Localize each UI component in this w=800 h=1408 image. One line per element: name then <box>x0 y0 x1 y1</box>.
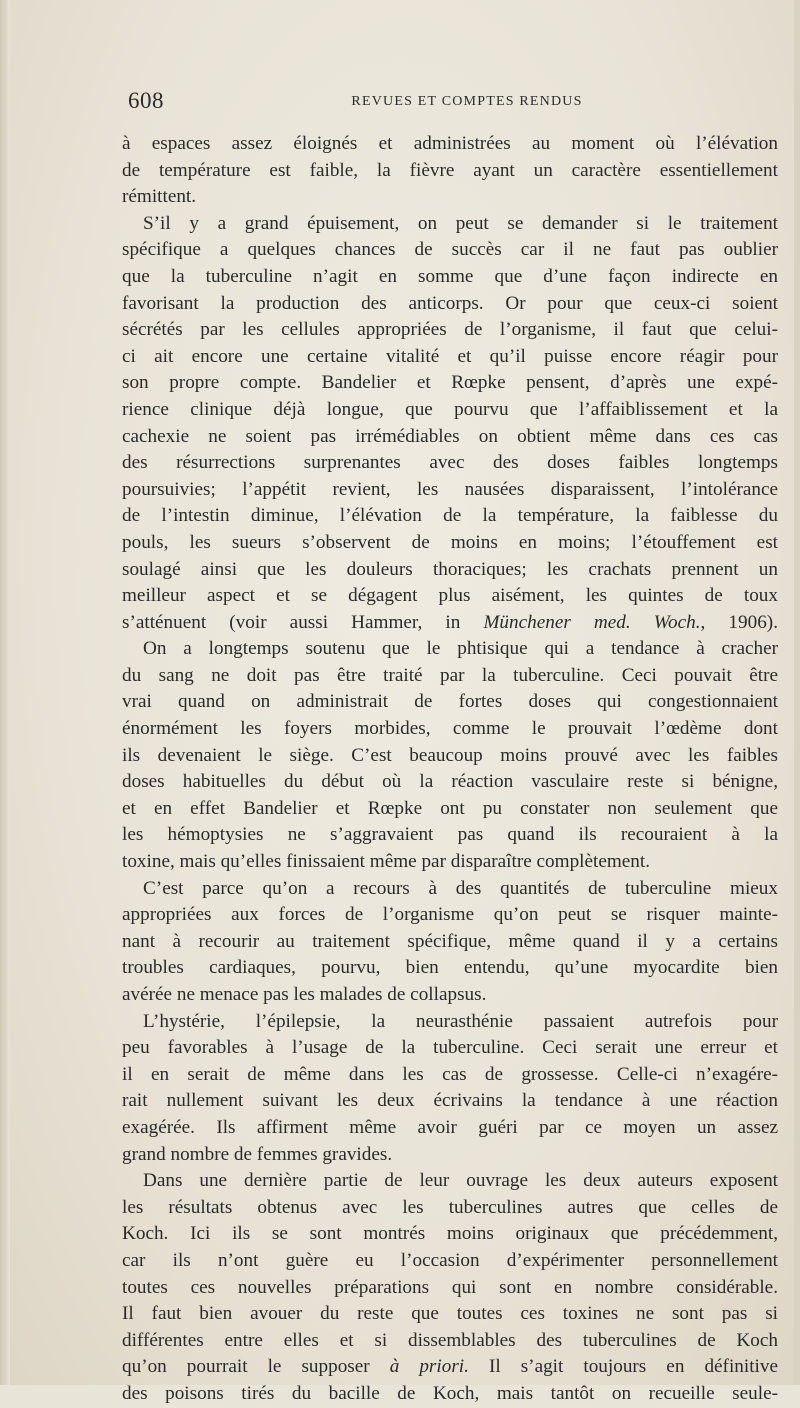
line-text: il en serait de même dans les cas de grossesse. Celle-ci n’exagére- <box>122 1063 778 1085</box>
line-text: du sang ne doit pas être traité par la tuberculine. Ceci pouvait être <box>122 664 778 686</box>
text-line <box>122 1301 778 1328</box>
text-line <box>122 1354 778 1381</box>
line-text: nant à recourir au traitement spécifique, même quand il y a certains <box>122 930 778 952</box>
text-line <box>122 503 778 530</box>
line-text: Il faut bien avouer du reste que toutes ces toxines ne sont pas si <box>122 1303 778 1325</box>
line-text: des résurrections surprenantes avec des doses faibles longtemps <box>122 452 778 474</box>
text-line <box>122 397 778 424</box>
line-text: S’il y a grand épuisement, on peut se demander si le traitement <box>143 212 778 234</box>
text-line <box>122 424 778 451</box>
text-line <box>122 291 778 318</box>
text-line <box>122 982 778 1009</box>
line-text: avérée ne menace pas les malades de collapsus. <box>122 984 487 1005</box>
line-text: Koch. Ici ils se sont montrés moins originaux que précédemment, <box>122 1223 778 1245</box>
text-line <box>122 583 778 610</box>
line-text: des poisons tirés du bacille de Koch, mais tantôt on recueille seule- <box>122 1382 778 1404</box>
line-text: rémittent. <box>122 186 197 208</box>
line-text: qu’on pourrait le supposer <box>122 1356 390 1378</box>
line-text: ci ait encore une certaine vitalité et qu’il puisse encore réagir pour <box>122 345 778 367</box>
text-line <box>122 131 778 158</box>
line-text: troubles cardiaques, pourvu, bien entendu, qu’une myocardite bien <box>122 957 778 979</box>
page-gutter-shadow <box>0 0 10 1385</box>
text-line <box>122 211 778 238</box>
text-line <box>122 1168 778 1195</box>
line-text: toutes ces nouvelles préparations qui sont en nombre considérable. <box>122 1276 778 1298</box>
italic-text: Münchener med. Woch. <box>483 611 701 633</box>
body-text <box>122 131 778 1408</box>
text-line <box>122 955 778 982</box>
line-text: cachexie ne soient pas irrémédiables on obtient même dans ces cas <box>122 425 778 447</box>
line-text: favorisant la production des anticorps. Or pour que ceux-ci soient <box>122 292 778 314</box>
line-text: exagérée. Ils affirment même avoir guéri par ce moyen un assez <box>122 1116 778 1138</box>
line-text: On a longtemps soutenu que le phtisique qui a tendance à cracher <box>143 638 778 660</box>
text-line <box>122 716 778 743</box>
text-line <box>122 929 778 956</box>
line-text: poursuivies; l’appétit revient, les nausées disparaissent, l’intolérance <box>122 478 778 500</box>
text-line <box>122 902 778 929</box>
text-line <box>122 796 778 823</box>
line-text: ils devenaient le siège. C’est beaucoup moins prouvé avec les faibles <box>122 744 778 766</box>
text-line <box>122 636 778 663</box>
text-line <box>122 876 778 903</box>
text-line <box>122 1328 778 1355</box>
line-text: les hémoptysies ne s’aggravaient pas quand ils recouraient à la <box>122 824 778 846</box>
line-text: à espaces assez éloignés et administrées au moment où l’élévation <box>122 133 778 154</box>
text-line <box>122 610 778 637</box>
line-text: Dans une dernière partie de leur ouvrage les deux auteurs exposent <box>143 1170 778 1192</box>
text-line <box>122 1221 778 1248</box>
line-text: soulagé ainsi que les douleurs thoraciques; les crachats prennent un <box>122 558 778 580</box>
text-line <box>122 237 778 264</box>
text-line <box>122 849 778 876</box>
line-text-after: Il s’agit toujours en définitive <box>468 1356 778 1378</box>
page-number: 608 <box>128 88 164 113</box>
text-line <box>122 1142 778 1169</box>
line-text: les résultats obtenus avec les tuberculines autres que celles de <box>122 1196 778 1218</box>
line-text: grand nombre de femmes gravides. <box>122 1143 393 1165</box>
line-text: spécifique a quelques chances de succès car il ne faut pas oublier <box>122 239 778 261</box>
line-text: toxine, mais qu’elles finissaient même par disparaître complètement. <box>122 851 651 873</box>
line-text: différentes entre elles et si dissemblables des tuberculines de Koch <box>122 1329 778 1351</box>
line-text: et en effet Bandelier et Rœpke ont pu constater non seulement que <box>122 797 778 819</box>
text-line <box>122 769 778 796</box>
line-text: peu favorables à l’usage de la tuberculine. Ceci serait une erreur et <box>122 1037 778 1059</box>
line-text: de l’intestin diminue, l’élévation de la température, la faiblesse du <box>122 505 778 527</box>
line-text: doses habituelles du début où la réaction vasculaire reste si bénigne, <box>122 771 778 793</box>
line-text: L’hystérie, l’épilepsie, la neurasthénie passaient autrefois pour <box>143 1010 778 1032</box>
text-line <box>122 1115 778 1142</box>
line-text: que la tuberculine n’agit en somme que d’une façon indirecte en <box>122 265 778 287</box>
line-text: appropriées aux forces de l’organisme qu’on peut se risquer mainte- <box>122 904 778 926</box>
text-line <box>122 1275 778 1302</box>
text-line <box>122 743 778 770</box>
text-line <box>122 530 778 557</box>
page-header <box>128 88 776 118</box>
text-line <box>122 689 778 716</box>
line-text: rait nullement suivant les deux écrivains la tendance à une réaction <box>122 1090 778 1112</box>
text-line <box>122 264 778 291</box>
line-text: s’atténuent (voir aussi Hammer, in <box>122 611 484 633</box>
line-text: rience clinique déjà longue, que pourvu que l’affaiblissement et la <box>122 398 778 420</box>
text-line <box>122 1088 778 1115</box>
line-text: pouls, les sueurs s’observent de moins en moins; l’étouffement est <box>122 531 778 553</box>
text-line <box>122 822 778 849</box>
line-text: vrai quand on administrait de fortes doses qui congestionnaient <box>122 691 778 713</box>
italic-text: à priori. <box>389 1356 469 1378</box>
line-text: C’est parce qu’on a recours à des quantités de tuberculine mieux <box>143 877 778 899</box>
text-line <box>122 663 778 690</box>
page-edge <box>794 0 800 1385</box>
line-text: de température est faible, la fièvre ayant un caractère essentiellement <box>122 159 778 181</box>
text-line <box>122 184 778 211</box>
line-text: son propre compte. Bandelier et Rœpke pensent, d’après une expé- <box>122 372 778 394</box>
line-text: meilleur aspect et se dégagent plus aisément, les quintes de toux <box>122 585 778 607</box>
line-text: car ils n’ont guère eu l’occasion d’expérimenter personnellement <box>122 1249 778 1271</box>
text-line <box>122 1009 778 1036</box>
line-text: sécrétés par les cellules appropriées de l’organisme, il faut que celui- <box>122 319 778 341</box>
text-line <box>122 557 778 584</box>
text-line <box>122 1248 778 1275</box>
text-line <box>122 1035 778 1062</box>
text-line <box>122 1195 778 1222</box>
text-line <box>122 344 778 371</box>
text-line <box>122 317 778 344</box>
text-line <box>122 370 778 397</box>
line-text: énormément les foyers morbides, comme le prouvait l’œdème dont <box>122 718 778 740</box>
line-text-after: , 1906). <box>700 611 778 633</box>
running-title: REVUES ET COMPTES RENDUS <box>351 94 583 109</box>
text-line <box>122 158 778 185</box>
text-line <box>122 477 778 504</box>
text-line <box>122 450 778 477</box>
text-line <box>122 1062 778 1089</box>
